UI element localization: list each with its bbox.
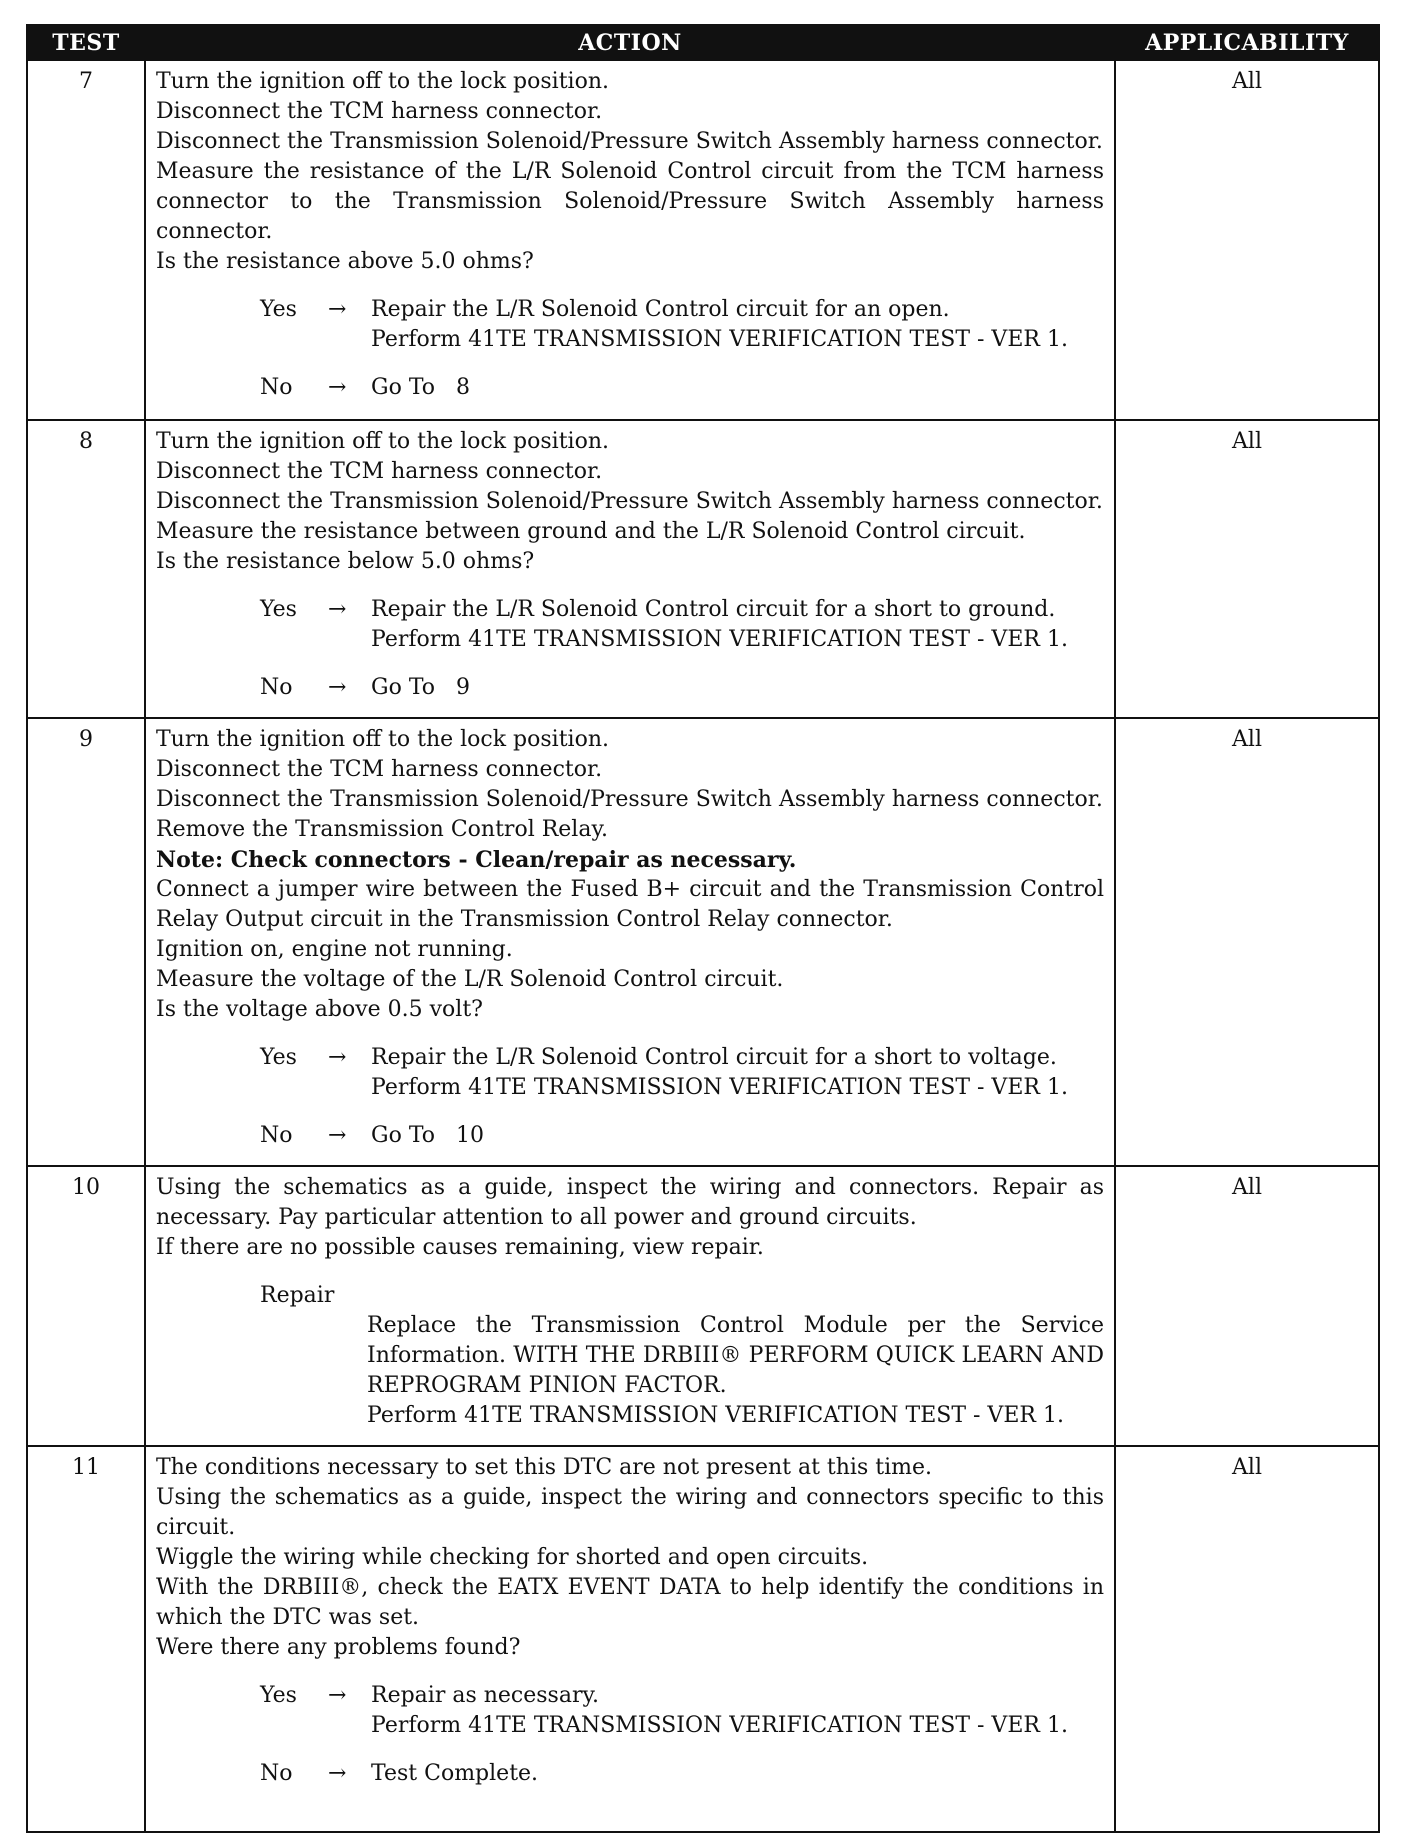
action-line: Disconnect the TCM harness connector. [156,757,603,782]
action-line: Turn the ignition off to the lock position. [156,69,609,94]
yes-response [260,1043,1104,1103]
test-number: 8 [27,420,145,718]
yes-label: Yes [260,1045,297,1070]
yes-line: Repair the L/R Solenoid Control circuit for a short to voltage. [371,1045,1057,1070]
action-cell [145,1446,1115,1832]
yes-label: Yes [260,597,297,622]
procedure-table [26,24,1380,1833]
applicability-value: All [1115,60,1379,420]
yes-line: Perform 41TE TRANSMISSION VERIFICATION TEST - VER 1. [371,627,1068,652]
yes-line: Perform 41TE TRANSMISSION VERIFICATION TEST - VER 1. [371,1075,1068,1100]
action-line: Using the schematics as a guide, inspect the wiring and connectors. Repair as necessary. Pay particular attention to all power and ground circuits. [156,1175,1104,1230]
yes-line: Perform 41TE TRANSMISSION VERIFICATION TEST - VER 1. [371,1713,1068,1738]
arrow-icon: → [328,375,347,400]
action-cell [145,1166,1115,1446]
yes-line: Repair the L/R Solenoid Control circuit for a short to ground. [371,597,1056,622]
action-line: Using the schematics as a guide, inspect the wiring and connectors specific to this circuit. [156,1485,1104,1540]
header-test: TEST [27,25,145,60]
repair-line: Perform 41TE TRANSMISSION VERIFICATION TEST - VER 1. [367,1403,1064,1428]
no-text: Test Complete. [371,1761,539,1786]
test-number: 11 [27,1446,145,1832]
test-row-11 [27,1446,1379,1832]
no-response [260,673,1104,703]
no-label: No [260,1761,293,1786]
yes-line: Repair as necessary. [371,1683,599,1708]
action-line: With the DRBIII®, check the EATX EVENT DATA to help identify the conditions in which the DTC was set. [156,1575,1104,1630]
no-label: No [260,375,293,400]
applicability-value: All [1115,718,1379,1166]
action-question: Is the resistance below 5.0 ohms? [156,549,535,574]
action-line: Turn the ignition off to the lock position. [156,727,609,752]
yes-response [260,1681,1104,1741]
action-line: Wiggle the wiring while checking for shorted and open circuits. [156,1545,869,1570]
no-text: Go To 9 [371,675,470,700]
action-line: Disconnect the Transmission Solenoid/Pressure Switch Assembly harness connector. [156,129,1103,154]
no-text: Go To 8 [371,375,470,400]
applicability-value: All [1115,1446,1379,1832]
action-line: Measure the voltage of the L/R Solenoid Control circuit. [156,967,784,992]
header-applicability: APPLICABILITY [1115,25,1379,60]
arrow-icon: → [328,1045,347,1070]
action-question: Is the resistance above 5.0 ohms? [156,249,534,274]
no-label: No [260,1123,293,1148]
yes-label: Yes [260,1683,297,1708]
test-row-9 [27,718,1379,1166]
applicability-value: All [1115,420,1379,718]
applicability-value: All [1115,1166,1379,1446]
test-number: 7 [27,60,145,420]
header-action: ACTION [145,25,1115,60]
no-label: No [260,675,293,700]
action-question: Were there any problems found? [156,1635,521,1660]
test-row-8 [27,420,1379,718]
action-question: Is the voltage above 0.5 volt? [156,997,483,1022]
action-cell [145,60,1115,420]
arrow-icon: → [328,297,347,322]
action-cell [145,420,1115,718]
action-cell [145,718,1115,1166]
yes-line: Perform 41TE TRANSMISSION VERIFICATION TEST - VER 1. [371,327,1068,352]
yes-label: Yes [260,297,297,322]
action-line: If there are no possible causes remaining, view repair. [156,1235,764,1260]
action-line: Disconnect the TCM harness connector. [156,459,603,484]
action-line: Disconnect the TCM harness connector. [156,99,603,124]
no-text: Go To 10 [371,1123,484,1148]
repair-line: Replace the Transmission Control Module per the Service Information. WITH THE DRBIII® PERFORM QUICK LEARN AND REPROGRAM PINION FACTOR. [367,1313,1104,1398]
action-line: Disconnect the Transmission Solenoid/Pressure Switch Assembly harness connector. [156,489,1103,514]
yes-line: Repair the L/R Solenoid Control circuit for an open. [371,297,950,322]
test-row-7 [27,60,1379,420]
note-line: Note: Check connectors - Clean/repair as necessary. [156,847,797,873]
action-line: The conditions necessary to set this DTC are not present at this time. [156,1455,932,1480]
no-response [260,373,1104,403]
arrow-icon: → [328,675,347,700]
repair-instructions [367,1311,1104,1431]
action-line: Disconnect the Transmission Solenoid/Pressure Switch Assembly harness connector. [156,787,1103,812]
no-response [260,1759,1104,1789]
action-line: Measure the resistance of the L/R Solenoid Control circuit from the TCM harness connector to the Transmission Solenoid/Pressure Switch Assembly harness connector. [156,159,1104,244]
action-line: Turn the ignition off to the lock position. [156,429,609,454]
arrow-icon: → [328,597,347,622]
arrow-icon: → [328,1683,347,1708]
test-row-10 [27,1166,1379,1446]
test-number: 10 [27,1166,145,1446]
action-line: Ignition on, engine not running. [156,937,513,962]
repair-label: Repair [260,1283,335,1308]
yes-response [260,295,1104,355]
no-response [260,1121,1104,1151]
action-line: Remove the Transmission Control Relay. [156,817,608,842]
action-line: Connect a jumper wire between the Fused B+ circuit and the Transmission Control Relay Output circuit in the Transmission Control Relay connector. [156,877,1104,932]
test-number: 9 [27,718,145,1166]
yes-response [260,595,1104,655]
action-line: Measure the resistance between ground and the L/R Solenoid Control circuit. [156,519,1026,544]
header-row [27,25,1379,60]
arrow-icon: → [328,1761,347,1786]
arrow-icon: → [328,1123,347,1148]
